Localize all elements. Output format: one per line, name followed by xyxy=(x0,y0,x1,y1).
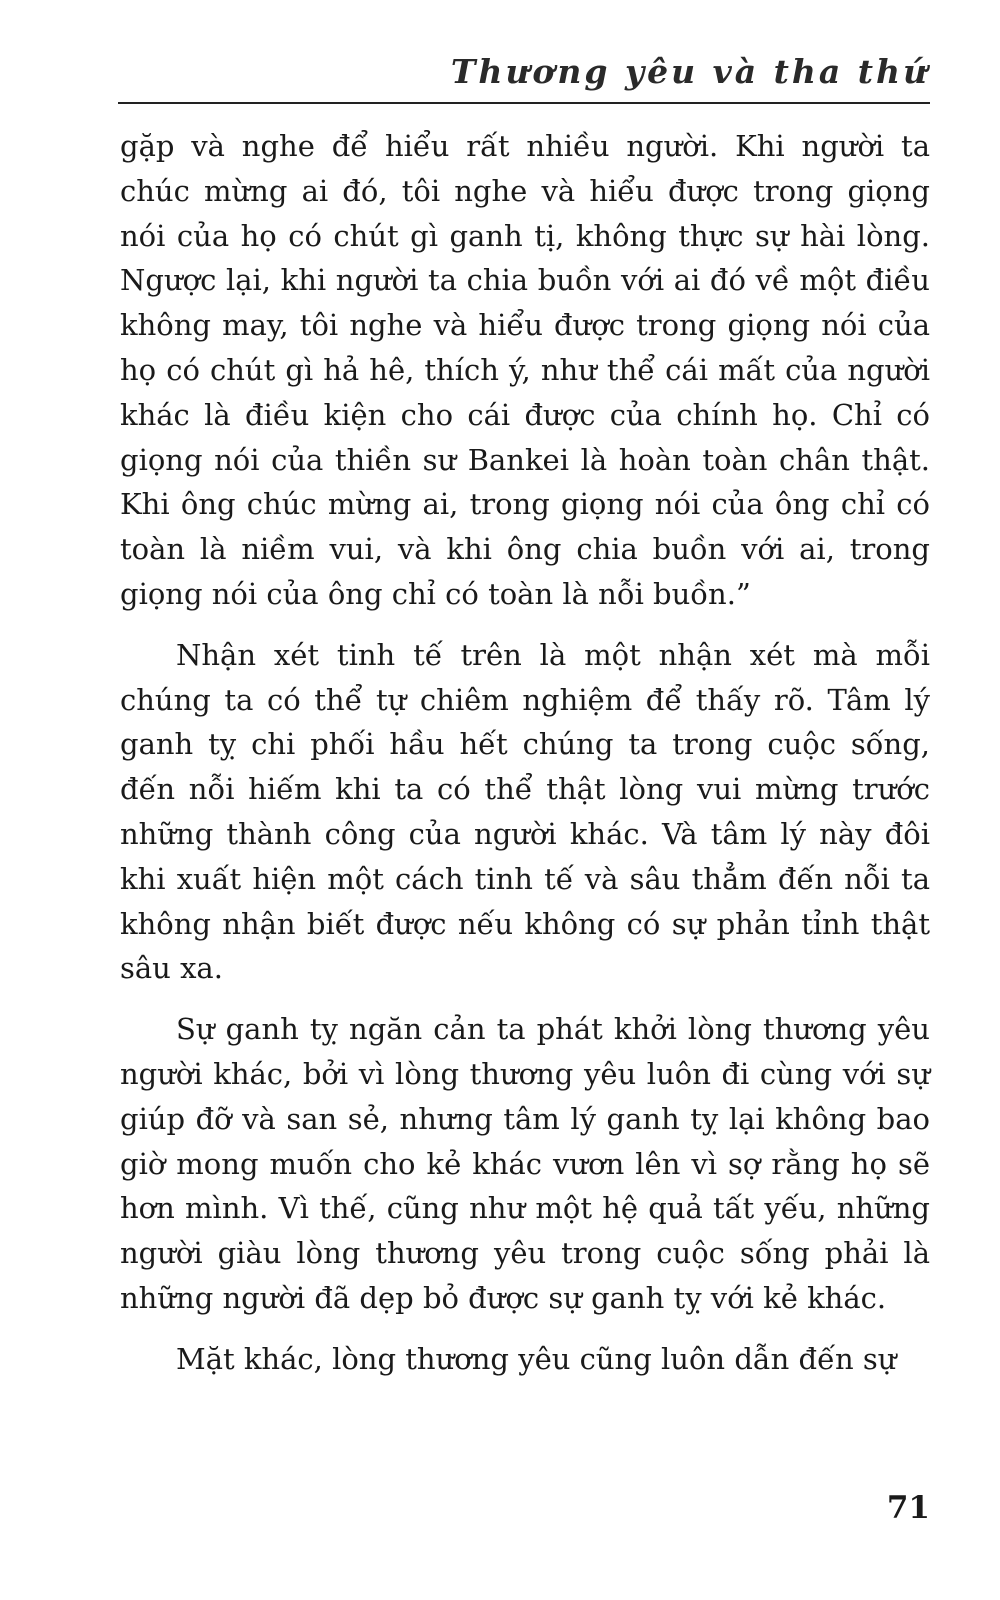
header-divider xyxy=(118,102,930,104)
paragraph-truncated: Mặt khác, lòng thương yêu cũng luôn dẫn đến sự xyxy=(176,1341,897,1376)
paragraph: Sự ganh tỵ ngăn cản ta phát khởi lòng thương yêu người khác, bởi vì lòng thương yêu luôn đi cùng với sự giúp đỡ và san sẻ, nhưng tâm lý ganh tỵ lại không bao giờ mong muốn cho kẻ khác vươn lên vì sợ rằng họ sẽ hơn mình. Vì thế, cũng như một hệ quả tất yếu, những người giàu lòng thương yêu trong cuộc sống phải là những người đã dẹp bỏ được sự ganh tỵ với kẻ khác. xyxy=(120,1012,930,1315)
body-text xyxy=(120,124,930,1382)
running-header-title: Thương yêu và tha thứ xyxy=(450,52,930,91)
paragraph: Nhận xét tinh tế trên là một nhận xét mà mỗi chúng ta có thể tự chiêm nghiệm để thấy rõ. Tâm lý ganh tỵ chi phối hầu hết chúng ta trong cuộc sống, đến nỗi hiếm khi ta có thể thật lòng vui mừng trước những thành công của người khác. Và tâm lý này đôi khi xuất hiện một cách tinh tế và sâu thẳm đến nỗi ta không nhận biết được nếu không có sự phản tỉnh thật sâu xa. xyxy=(120,637,930,986)
paragraph-continued: gặp và nghe để hiểu rất nhiều người. Khi người ta chúc mừng ai đó, tôi nghe và hiểu được trong giọng nói của họ có chút gì ganh tị, không thực sự hài lòng. Ngược lại, khi người ta chia buồn với ai đó về một điều không may, tôi nghe và hiểu được trong giọng nói của họ có chút gì hả hê, thích ý, như thể cái mất của người khác là điều kiện cho cái được của chính họ. Chỉ có giọng nói của thiền sư Bankei là hoàn toàn chân thật. Khi ông chúc mừng ai, trong giọng nói của ông chỉ có toàn là niềm vui, và khi ông chia buồn với ai, trong giọng nói của ông chỉ có toàn là nỗi buồn.” xyxy=(120,129,930,611)
page-number: 71 xyxy=(886,1490,930,1526)
